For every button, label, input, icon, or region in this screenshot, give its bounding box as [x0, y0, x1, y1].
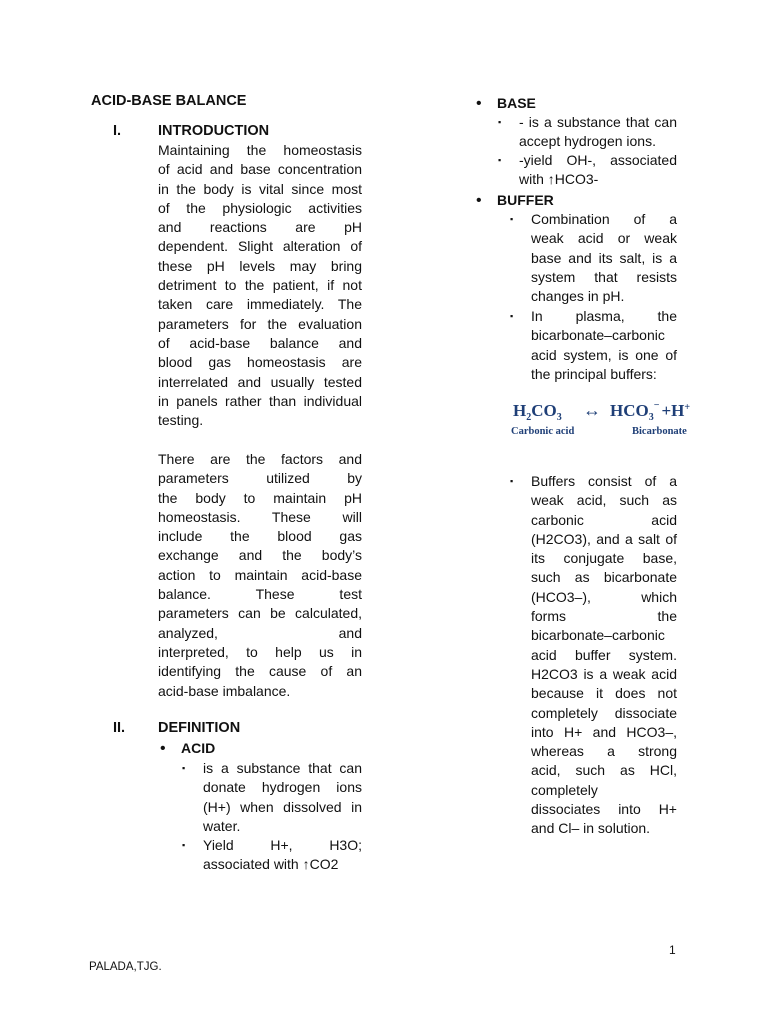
buffer-label: BUFFER [497, 192, 554, 208]
text-line: of the physiologic activities [158, 199, 362, 216]
text-line: and Cl– in solution. [531, 820, 651, 837]
text-line: is a substance that can [203, 760, 362, 776]
eq-plus-h: +H [661, 401, 685, 420]
eq-right-sup: − [653, 400, 660, 411]
text-line: of acid-base balance and [158, 334, 362, 351]
eq-left-sub2: 3 [556, 412, 562, 423]
text-line: interpreted, to help us in [158, 643, 362, 660]
text-line: homeostasis. These will [158, 508, 362, 525]
text-line: whereas a strong [531, 743, 677, 760]
text-line: Buffers consist of a [531, 473, 677, 489]
text-line: interrelated and usually tested [158, 373, 362, 390]
text-line: -yield OH-, associated [519, 152, 677, 168]
text-line: blood gas homeostasis are [158, 354, 362, 371]
bullet-dot-icon: • [160, 740, 166, 757]
section-2-title: DEFINITION [158, 720, 241, 736]
text-line: acid buffer system. [531, 646, 677, 663]
text-line: detriment to the patient, if not [158, 277, 362, 294]
text-line: system that resists [531, 268, 677, 285]
eq-right-base: HCO [610, 401, 649, 420]
eq-left-base: H [513, 401, 527, 420]
text-line: the body to maintain pH [158, 489, 362, 506]
text-line: carbonic acid [531, 511, 677, 528]
eq-arrow: ↔ [583, 400, 601, 420]
square-bullet-icon: ▪ [510, 214, 514, 224]
text-line: exchange and the body’s [158, 547, 362, 564]
text-line: bicarbonate–carbonic [531, 327, 665, 344]
intro-paragraph-2 [158, 450, 362, 701]
text-line: acid, such as HCl, [531, 762, 677, 779]
text-line: In plasma, the [531, 308, 677, 324]
text-line: base and its salt, is a [531, 249, 677, 266]
text-line: and reactions are pH [158, 219, 362, 236]
square-bullet-icon: ▪ [510, 476, 514, 486]
text-line: with ↑HCO3- [519, 171, 599, 188]
text-line: water. [203, 817, 241, 834]
text-line: identifying the cause of an [158, 663, 362, 680]
footer-author: PALADA,TJG. [89, 961, 162, 973]
text-line: action to maintain acid-base [158, 566, 362, 583]
buffer-description [531, 472, 677, 839]
text-line: in panels rather than individual [158, 392, 362, 409]
svg-text:H2CO3 [513, 401, 562, 423]
eq-left-mid: CO [531, 401, 557, 420]
text-line: associated with ↑CO2 [203, 856, 339, 873]
text-line: analyzed, and [158, 624, 362, 641]
bullet-dot-icon: • [476, 95, 482, 112]
svg-text:HCO3−+H+ [610, 400, 690, 423]
text-line: parameters utilized by [158, 470, 362, 487]
text-line: such as bicarbonate [531, 569, 677, 586]
text-line: donate hydrogen ions [203, 779, 362, 796]
buffer-plasma [531, 307, 677, 384]
buffer-definition [531, 210, 677, 306]
eq-left-sub1: 2 [526, 412, 532, 423]
text-line: There are the factors and [158, 451, 362, 467]
text-line: acid system, is one of [531, 346, 677, 363]
text-line: in the body is vital since most [158, 180, 362, 197]
text-line: taken care immediately. The [158, 296, 362, 313]
square-bullet-icon: ▪ [510, 311, 514, 321]
section-1-title: INTRODUCTION [158, 123, 270, 139]
section-1-number: I. [113, 123, 122, 139]
square-bullet-icon: ▪ [498, 155, 502, 165]
text-line: parameters for the evaluation [158, 315, 362, 332]
text-line: (H+) when dissolved in [203, 798, 362, 815]
text-line: weak acid, such as [531, 492, 677, 509]
text-line: testing. [158, 412, 204, 429]
text-line: dependent. Slight alteration of [158, 238, 362, 255]
carbonic-acid-equation [511, 398, 711, 438]
text-line: weak acid or weak [531, 230, 677, 247]
text-line: forms the [531, 608, 677, 625]
text-line: Maintaining the homeostasis [158, 142, 362, 158]
base-yield [519, 151, 677, 190]
base-label: BASE [497, 95, 536, 111]
text-line: Combination of a [531, 211, 677, 227]
text-line: into H+ and HCO3–, [531, 723, 677, 740]
page-number: 1 [669, 943, 676, 957]
acid-yield [203, 836, 362, 875]
text-line: Yield H+, H3O; [203, 837, 362, 853]
text-line: balance. These test [158, 586, 362, 603]
text-line: completely dissociate [531, 704, 677, 721]
text-line: - is a substance that can [519, 114, 677, 130]
square-bullet-icon: ▪ [182, 763, 186, 773]
eq-plus-sup: + [684, 402, 691, 413]
text-line: bicarbonate–carbonic [531, 627, 665, 644]
text-line: H2CO3 is a weak acid [531, 665, 677, 682]
acid-definition [203, 759, 362, 836]
text-line: these pH levels may bring [158, 257, 362, 274]
text-line: the principal buffers: [531, 365, 657, 382]
eq-right-sub: 3 [648, 412, 654, 423]
text-line: dissociates into H+ [531, 801, 677, 818]
text-line: its conjugate base, [531, 550, 677, 567]
intro-paragraph-1 [158, 141, 362, 430]
square-bullet-icon: ▪ [498, 117, 502, 127]
document-title: ACID-BASE BALANCE [91, 93, 247, 109]
text-line: accept hydrogen ions. [519, 133, 656, 150]
text-line: changes in pH. [531, 288, 625, 305]
text-line: parameters can be calculated, [158, 605, 362, 622]
base-definition [519, 113, 677, 152]
text-line: acid-base imbalance. [158, 682, 291, 699]
text-line: (H2CO3), and a salt of [531, 530, 677, 547]
text-line: of acid and base concentration [158, 161, 362, 178]
text-line: include the blood gas [158, 528, 362, 545]
square-bullet-icon: ▪ [182, 840, 186, 850]
text-line: (HCO3–), which [531, 588, 677, 605]
eq-label-bicarbonate: Bicarbonate [632, 426, 687, 437]
bullet-dot-icon: • [476, 192, 482, 209]
eq-label-carbonic-acid: Carbonic acid [511, 426, 575, 437]
section-2-number: II. [113, 720, 126, 736]
text-line: because it does not [531, 685, 677, 702]
text-line: completely [531, 781, 598, 798]
acid-label: ACID [181, 740, 216, 756]
